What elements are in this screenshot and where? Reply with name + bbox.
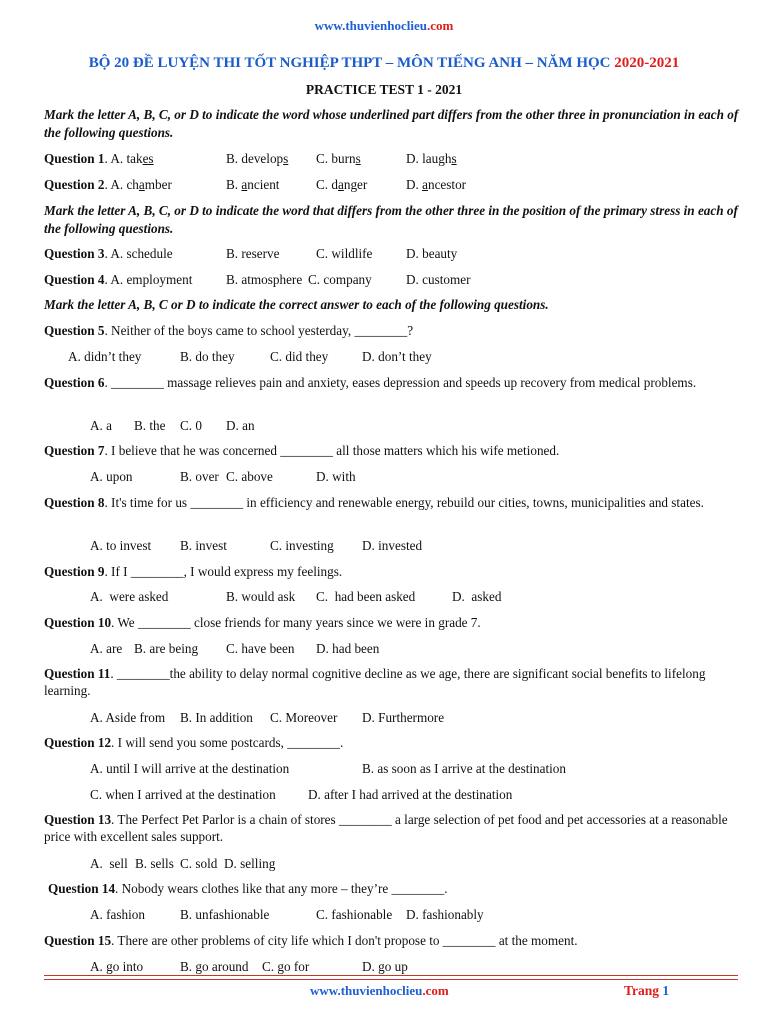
question-13: Question 13. The Perfect Pet Parlor is a chain of stores ________ a large selection of pet food and pet accessories at a reasonable price with excellent sales support. [44,812,728,844]
footer-divider-thin [44,979,738,980]
document-page: www.thuvienhoclieu.com BỘ 20 ĐỀ LUYỆN THI TỐT NGHIỆP THPT – MÔN TIẾNG ANH – NĂM HỌC 2020-2021 PRACTICE TEST 1 - 2021 Mark the letter A, B, C, or D to indicate the word whose underlined part differs from the other three in pronunciation in each of the following questions. Question 1. A. takes B. develops C. burns D. laughs Question 2. A. chamber B. ancient C. danger D. ancestor Mark the letter A, B, C, or D to indicate the word that differs from the other three in the position of the primary stress in each of the following questions. Question 3. A. schedule B. reserve C. wildlife D. beauty Question 4. A. employment B. atmosphere C. company D. customer Mark the letter A, B, C or D to indicate the correct answer to each of the following questions. Question 5. Neither of the boys came to school yesterday, ________? A. didn’t they B. do they C. did they D. don’t they Question 6. ________ massage relieves pain and anxiety, eases depression and speeds up recovery from medical problems. A. a B. the C. 0 D. an Question 7. I believe that he was concerned ________ all those matters which his wife metioned. A. upon B. over C. above D. with Question 8. It's time for us ________ in efficiency and renewable energy, rebuild our cities, towns, municipalities and states. A. to invest B. invest C. investing D. invested Question 9. If I ________, I would express my feelings. A. were asked B. would ask C. had been asked D. asked Question 10. We ________ close friends for many years since we were in grade 7. A. are B. are being C. have been D. had been Question 11. ________the ability to delay normal cognitive decline as we age, there are significant social benefits to lifelong learning. A. Aside from B. In addition C. Moreover D. Furthermore Question 12. I will send you some postcards, ________. A. until I will arrive at the destination B. as soon as I arrive at the destination C. when I arrived at the destination D. after I had arrived at the destination Question 13. The Perfect Pet Parlor is a chain of stores ________ a large selection of pet food and pet accessories at a reasonable price with excellent sales support. A. sell B. sells C. sold D. selling Question 14. Nobody wears clothes like that any more – they’re ________. A. fashion B. unfashionable C. fashionable D. fashionably Question 15. There are other problems of city life which I don't propose to ________ at the moment. A. go into B. go around C. go for D. go up www.thuvienhoclieu.com Trang 1 [0,0,768,1024]
document-title: BỘ 20 ĐỀ LUYỆN THI TỐT NGHIỆP THPT – MÔN TIẾNG ANH – NĂM HỌC 2020-2021 [88,55,680,71]
question-6: Question 6. ________ massage relieves pain and anxiety, eases depression and speeds up recovery from medical problems. [44,375,697,390]
question-5: Question 5. Neither of the boys came to school yesterday, ________? [44,323,414,338]
question-15: Question 15. There are other problems of city life which I don't propose to ________ at the moment. [44,933,578,948]
question-9: Question 9. If I ________, I would express my feelings. [44,564,343,579]
question-10: Question 10. We ________ close friends for many years since we were in grade 7. [44,615,481,630]
question-14: Question 14. Nobody wears clothes like that any more – they’re ________. [48,881,448,896]
page-number: Trang 1 [624,983,670,998]
question-8: Question 8. It's time for us ________ in efficiency and renewable energy, rebuild our cities, towns, municipalities and states. [44,495,704,510]
question-11: Question 11. ________the ability to delay normal cognitive decline as we age, there are significant social benefits to lifelong learning. [44,666,706,698]
header-site-link[interactable]: www.thuvienhoclieu.com [314,18,454,33]
question-7: Question 7. I believe that he was concerned ________ all those matters which his wife metioned. [44,443,560,458]
question-12: Question 12. I will send you some postcards, ________. [44,735,344,750]
footer-site-link[interactable]: www.thuvienhoclieu.com [310,983,449,998]
instruction-stress: Mark the letter A, B, C, or D to indicate the word that differs from the other three in the position of the primary stress in each of the following questions. [44,203,738,236]
document-subtitle: PRACTICE TEST 1 - 2021 [305,82,463,97]
instruction-correct-answer: Mark the letter A, B, C or D to indicate the correct answer to each of the following questions. [44,297,549,312]
footer-divider [44,975,738,976]
instruction-pronunciation: Mark the letter A, B, C, or D to indicate the word whose underlined part differs from the other three in pronunciation in each of the following questions. [44,107,739,140]
